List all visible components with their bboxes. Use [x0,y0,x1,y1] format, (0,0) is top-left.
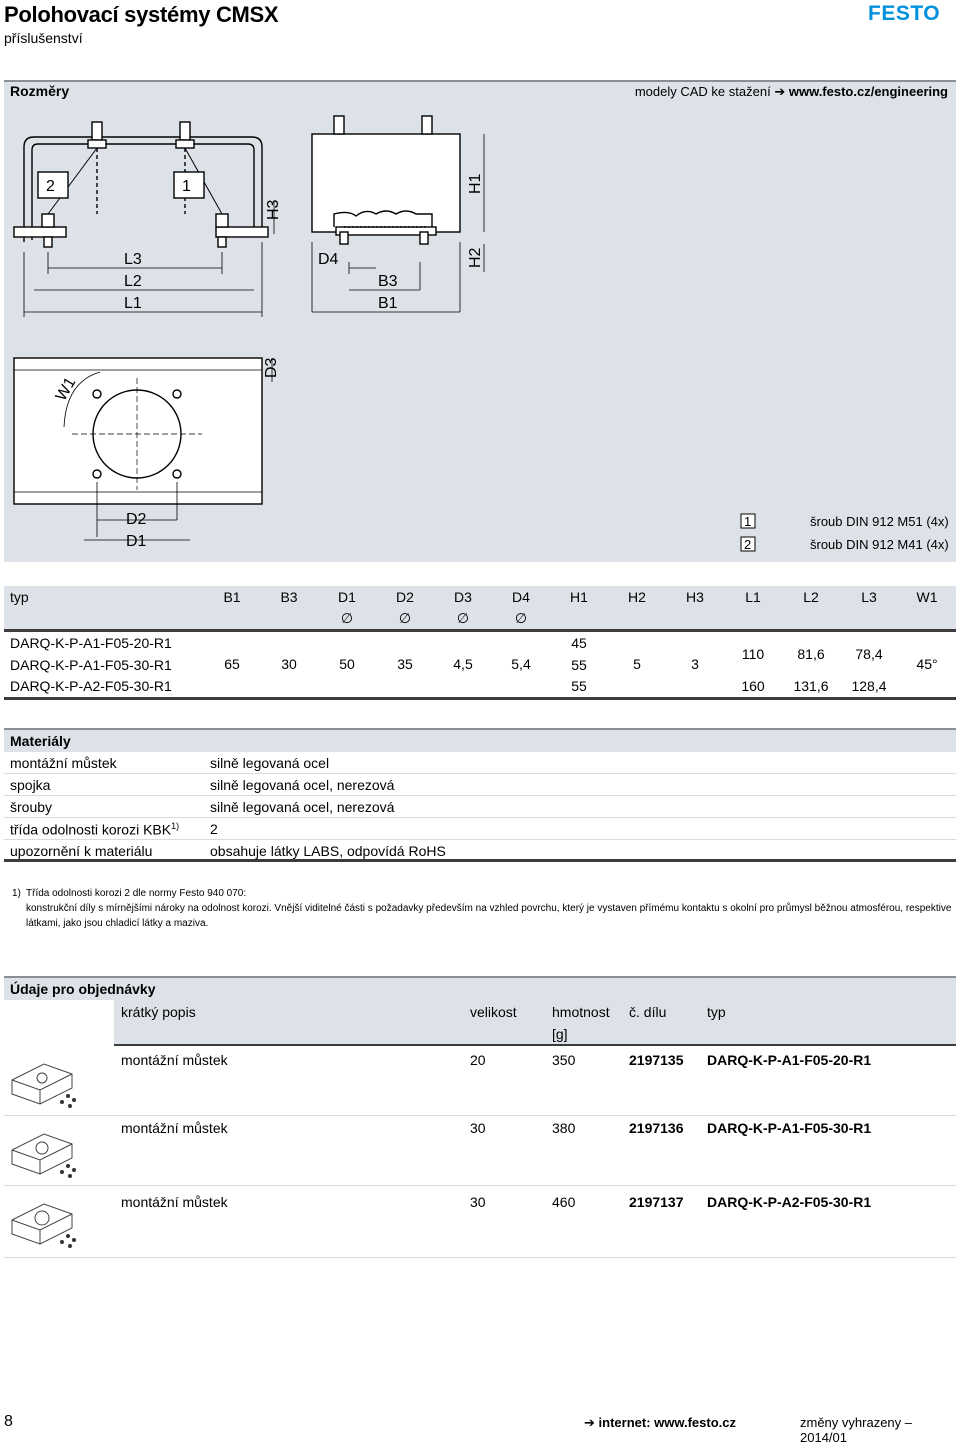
col-d2: D2 [376,586,434,608]
label-h2: H2 [467,247,484,268]
item-cislo: 2197136 [629,1120,684,1136]
item-velikost: 20 [470,1052,486,1068]
label-d2: D2 [126,511,147,528]
footnote-line2: konstrukční díly s mírnějšími nároky na odolnost korozi. Vnější viditelné části s požadavky především na vzhled povrchu, který je vystaven přímému kontaktu s okolní pro průmysl běžnou atmosférou, respektive látkami, jako jsou chladicí látky a maziva. [26,903,952,929]
item-cislo: 2197137 [629,1194,684,1210]
item-velikost: 30 [470,1120,486,1136]
cell-h2: 5 [633,656,641,673]
item-typ: DARQ-K-P-A2-F05-30-R1 [707,1194,872,1210]
hdr-hmotnost-unit: [g] [552,1026,568,1042]
hdr-typ: typ [707,1004,726,1020]
item-typ: DARQ-K-P-A1-F05-20-R1 [707,1052,872,1068]
order-section [4,976,956,1258]
arrow-icon: ➔ [774,84,786,99]
dimensions-label: Rozměry [10,83,70,99]
material-key: spojka [10,777,51,793]
label-l2: L2 [124,273,142,290]
label-b3: B3 [378,273,398,290]
col-b3: B3 [260,586,318,608]
material-key [4,818,204,839]
col-h2: H2 [608,586,666,608]
cell-d3: 4,5 [453,656,473,673]
footnote [12,886,952,931]
table-row [4,1046,956,1116]
diameter-icon: ∅ [434,608,492,630]
label-d4: D4 [318,251,339,268]
table-row [4,1116,956,1186]
item-popis: montážní můstek [121,1120,228,1136]
row-typ: DARQ-K-P-A1-F05-30-R1 [10,657,172,673]
bracket-icon [8,1050,82,1110]
list-item [4,796,956,818]
cell-d4: 5,4 [511,656,531,673]
legend-text-2: šroub DIN 912 M41 (4x) [810,537,949,552]
label-h1: H1 [467,173,484,194]
changes-note: změny vyhrazeny – 2014/01 [800,1415,912,1445]
cell-l1: 160 [741,678,765,695]
label-l3: L3 [124,251,142,268]
footnote-number: 1) [12,888,21,899]
page-number: 8 [4,1413,13,1430]
cell-h1: 45 [571,635,587,651]
list-item [4,840,956,862]
legend-num-2: 2 [744,537,752,552]
label-callout-1: 1 [182,178,191,195]
label-l1: L1 [124,295,142,312]
col-d4: D4 [492,586,550,608]
item-hmotnost: 460 [552,1194,576,1210]
dimensions-bar [4,80,956,102]
label-h3: H3 [265,199,282,220]
material-value: obsahuje látky LABS, odpovídá RoHS [210,843,446,859]
col-h3: H3 [666,586,724,608]
col-d1: D1 [318,586,376,608]
materials-section [4,728,956,862]
material-value: silně legovaná ocel, nerezová [210,777,395,793]
cell-h3: 3 [691,656,699,673]
order-header [4,1000,956,1046]
hdr-velikost: velikost [470,1004,517,1020]
technical-drawing [4,102,956,562]
col-b1: B1 [204,586,260,608]
cell-b1: 65 [224,656,240,673]
col-l3: L3 [840,586,898,608]
list-item [4,752,956,774]
item-popis: montážní můstek [121,1052,228,1068]
internet-link[interactable] [584,1415,736,1431]
table-row [4,632,956,654]
cell-w1: 45° [916,656,938,673]
diameter-icon: ∅ [376,608,434,630]
cell-b3: 30 [281,656,297,673]
hdr-hmotnost: hmotnost [552,1004,610,1020]
page-title: Polohovací systémy CMSX [4,2,279,27]
legend-text-1: šroub DIN 912 M51 (4x) [810,514,949,529]
bracket-icon [8,1190,82,1250]
cell-h1: 55 [571,657,587,673]
cell-d1: 50 [339,656,355,673]
row-typ: DARQ-K-P-A1-F05-20-R1 [10,635,172,651]
cell-l1: 110 [741,646,765,662]
footnote-ref: 1) [171,821,180,831]
materials-label: Materiály [4,728,956,752]
festo-logo [868,2,956,24]
col-typ: typ [4,586,204,608]
label-d1: D1 [126,533,147,550]
internet-text[interactable]: internet: www.festo.cz [598,1415,737,1430]
material-key: upozornění k materiálu [10,843,153,859]
item-hmotnost: 350 [552,1052,576,1068]
item-typ: DARQ-K-P-A1-F05-30-R1 [707,1120,872,1136]
material-key-text: třída odolnosti korozi KBK [10,821,172,838]
cad-prefix: modely CAD ke stažení [634,84,771,99]
cad-link[interactable]: www.festo.cz/engineering [788,84,948,99]
material-value: silně legovaná ocel [210,755,330,771]
col-h1: H1 [550,586,608,608]
list-item [4,818,956,840]
material-key: montážní můstek [10,755,117,771]
item-hmotnost: 380 [552,1120,576,1136]
hdr-cislo: č. dílu [629,1004,667,1020]
list-item [4,774,956,796]
hdr-popis: krátký popis [121,1004,196,1020]
order-label: Údaje pro objednávky [4,976,956,1000]
cell-l2: 81,6 [797,646,825,662]
table-row [4,1186,956,1258]
label-b1: B1 [378,295,398,312]
material-value: 2 [210,821,218,837]
arrow-icon: ➔ [584,1415,595,1430]
label-w1: W1 [52,374,80,404]
item-cislo: 2197135 [629,1052,684,1068]
label-d3: D3 [263,357,280,378]
footnote-line1: Třída odolnosti korozi 2 dle normy Festo 940 070: [26,888,247,899]
diameter-icon: ∅ [492,608,550,630]
col-d3: D3 [434,586,492,608]
side-view [312,116,484,312]
label-callout-2: 2 [46,178,55,195]
diameter-icon: ∅ [318,608,376,630]
material-key: šrouby [10,799,53,815]
cell-l2: 131,6 [793,678,829,695]
col-w1: W1 [898,586,956,608]
material-value: silně legovaná ocel, nerezová [210,799,395,815]
legend-num-1: 1 [744,514,752,529]
row-typ: DARQ-K-P-A2-F05-30-R1 [10,678,172,695]
cell-h1: 55 [571,678,587,695]
cell-l3: 128,4 [851,678,887,695]
col-l2: L2 [782,586,840,608]
cell-d2: 35 [397,656,413,673]
front-view [14,122,274,317]
drawing-legend [741,514,949,552]
bracket-icon [8,1120,82,1180]
cell-l3: 78,4 [855,646,883,662]
dimensions-table [4,586,956,700]
page-subtitle: příslušenství [4,30,83,46]
item-velikost: 30 [470,1194,486,1210]
col-l1: L1 [724,586,782,608]
cad-download[interactable] [635,84,948,100]
item-popis: montážní můstek [121,1194,228,1210]
logo-text: FESTO [868,2,941,25]
